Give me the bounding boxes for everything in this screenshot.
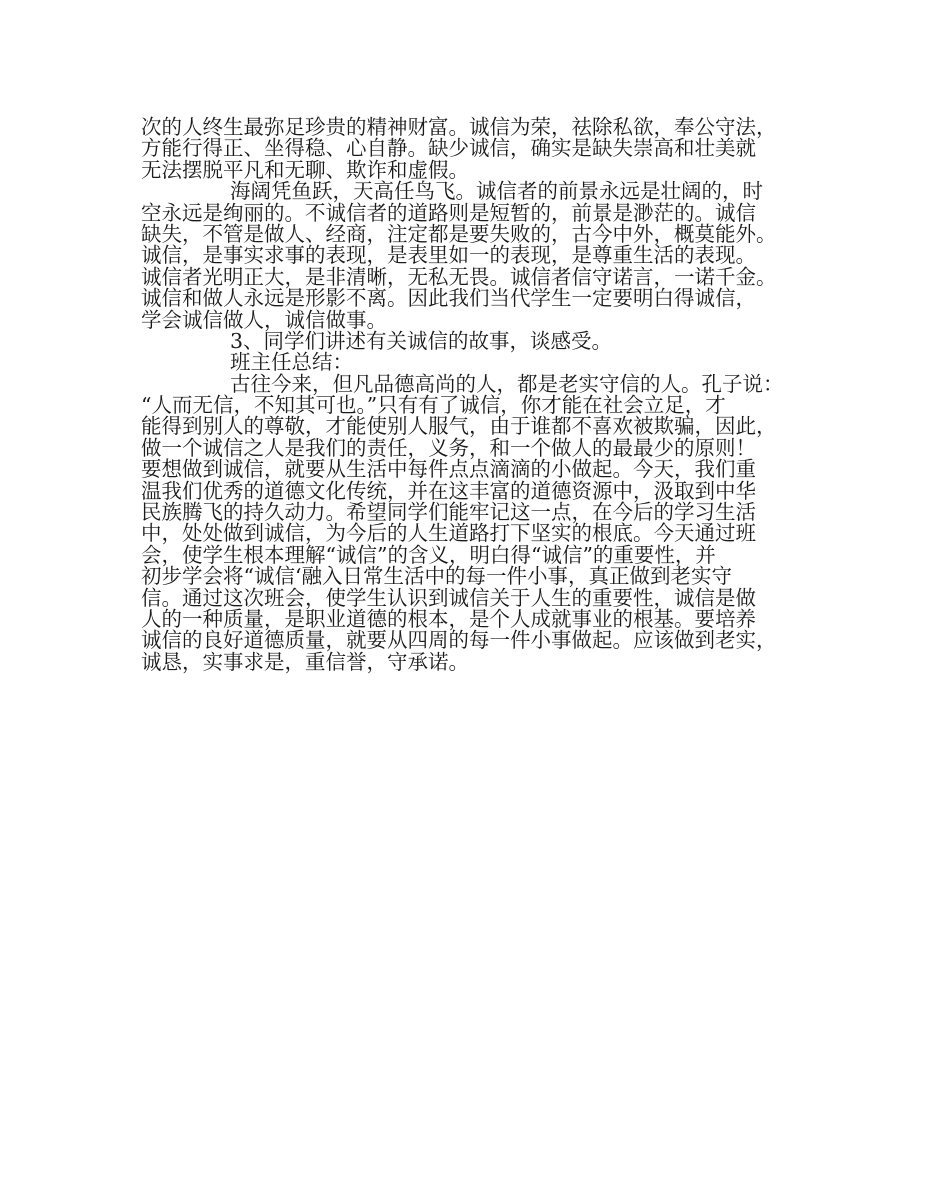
text-line: 学会诚信做人，诚信做事。 — [141, 307, 387, 332]
text-line: 缺失，不管是做人、经商，注定都是要失败的，古今中外，概莫能外。 — [141, 221, 777, 246]
text-line: 空永远是绚丽的。不诚信者的道路则是短暂的，前景是渺茫的。诚信 — [141, 200, 756, 225]
text-line: 能得到别人的尊敬，才能使别人服气，由于谁都不喜欢被欺骗，因此， — [141, 414, 777, 439]
text-line: 温我们优秀的道德文化传统，并在这丰富的道德资源中，汲取到中华 — [141, 478, 756, 503]
text-line: 次的人终生最弥足珍贵的精神财富。诚信为荣，祛除私欲，奉公守法， — [141, 115, 777, 139]
text-line: 诚信和做人永远是形影不离。因此我们当代学生一定要明白得诚信， — [141, 286, 756, 311]
text-line: 信。通过这次班会，使学生认识到诚信关于人生的重要性，诚信是做 — [141, 585, 756, 610]
text-line: 人的一种质量，是职业道德的根本，是个人成就事业的根基。要培养 — [141, 606, 756, 631]
text-line: 古往今来，但凡品德高尚的人，都是老实守信的人。孔子说： — [230, 371, 784, 396]
text-line: 民族腾飞的持久动力。希望同学们能牢记这一点，在今后的学习生活 — [141, 500, 756, 525]
text-line: 班主任总结： — [230, 350, 353, 375]
text-line: 3、同学们讲述有关诚信的故事，谈感受。 — [230, 328, 613, 353]
text-line: 初步学会将“诚信‘融入日常生活中的每一件小事，真正做到老实守 — [141, 564, 732, 589]
text-line: 中，处处做到诚信，为今后的人生道路打下坚实的根底。今天通过班 — [141, 521, 756, 546]
text-line: 无法摆脱平凡和无聊、欺诈和虚假。 — [141, 157, 469, 182]
text-line: 方能行得正、坐得稳、心自静。缺少诚信，确实是缺失崇高和壮美就 — [141, 136, 756, 161]
text-line: 海阔凭鱼跃，天高任鸟飞。诚信者的前景永远是壮阔的，时 — [230, 179, 763, 204]
text-line: 要想做到诚信，就要从生活中每件点点滴滴的小做起。今天，我们重 — [141, 457, 756, 482]
document-body — [141, 117, 841, 673]
text-line: 诚信者光明正大，是非清晰，无私无畏。诚信者信守诺言，一诺千金。 — [141, 264, 777, 289]
text-line: 诚信，是事实求事的表现，是表里如一的表现，是尊重生活的表现。 — [141, 243, 756, 268]
text-line: 会，使学生根本理解“诚信”的含义，明白得“诚信”的重要性，并 — [141, 542, 716, 567]
text-line: 诚信的良好道德质量，就要从四周的每一件小事做起。应该做到老实， — [141, 628, 777, 653]
text-line: “人而无信，不知其可也。”只有有了诚信，你才能在社会立足，才 — [141, 393, 726, 418]
text-line: 做一个诚信之人是我们的责任，义务，和一个做人的最最少的原则！ — [141, 435, 756, 460]
text-line: 诚恳，实事求是，重信誉，守承诺。 — [141, 649, 469, 674]
